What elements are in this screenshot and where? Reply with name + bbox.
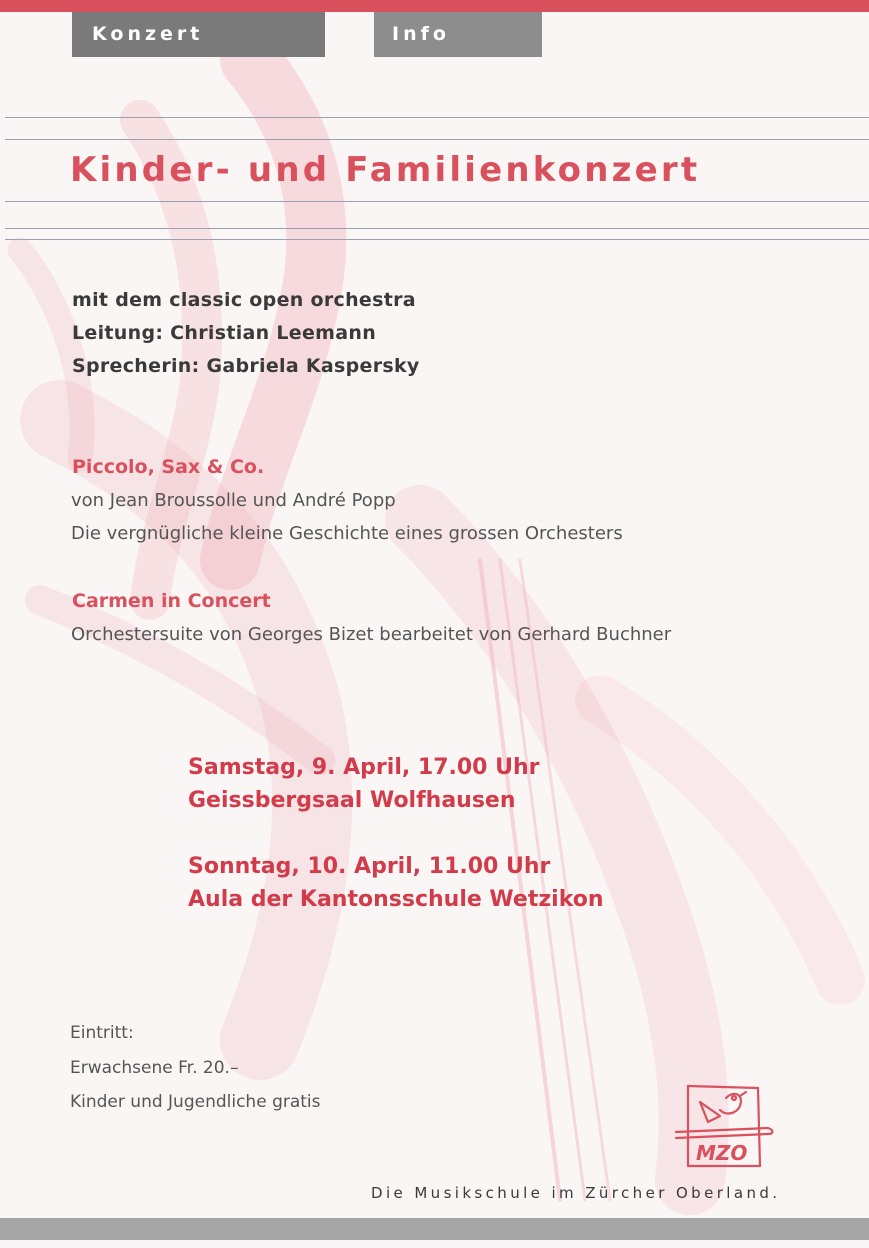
- divider-rule: [5, 139, 869, 140]
- entry-adults: Erwachsene Fr. 20.–: [70, 1058, 239, 1078]
- credit-narrator: Sprecherin: Gabriela Kaspersky: [72, 355, 420, 377]
- bottom-accent-bar: [0, 1218, 869, 1240]
- logo-lettering: MZO: [696, 1141, 748, 1165]
- event-venue: Geissbergsaal Wolfhausen: [188, 788, 516, 813]
- entry-children: Kinder und Jugendliche gratis: [70, 1092, 321, 1112]
- credit-conductor: Leitung: Christian Leemann: [72, 322, 377, 344]
- mzo-logo: [668, 1080, 780, 1172]
- credit-orchestra: mit dem classic open orchestra: [72, 289, 416, 311]
- event-date: Samstag, 9. April, 17.00 Uhr: [188, 755, 540, 780]
- piece-composer: von Jean Broussolle und André Popp: [71, 490, 396, 511]
- piece-title-piccolo: Piccolo, Sax & Co.: [72, 456, 265, 478]
- event-date: Sonntag, 10. April, 11.00 Uhr: [188, 854, 551, 879]
- piece-title-carmen: Carmen in Concert: [72, 590, 271, 612]
- event-venue: Aula der Kantonsschule Wetzikon: [188, 887, 604, 912]
- divider-rule: [5, 117, 869, 118]
- page-title: Kinder- und Familienkonzert: [70, 150, 701, 190]
- entry-label: Eintritt:: [70, 1023, 134, 1043]
- footer-tagline: Die Musikschule im Zürcher Oberland.: [371, 1184, 781, 1202]
- tab-info: Info: [374, 12, 542, 57]
- divider-rule: [5, 239, 869, 240]
- piece-description: Die vergnügliche kleine Geschichte eines grossen Orchesters: [71, 523, 623, 544]
- piece-description: Orchestersuite von Georges Bizet bearbeitet von Gerhard Buchner: [71, 624, 672, 645]
- top-accent-bar: [0, 0, 869, 12]
- tab-konzert: Konzert: [72, 12, 325, 57]
- divider-rule: [5, 201, 869, 202]
- divider-rule: [5, 228, 869, 229]
